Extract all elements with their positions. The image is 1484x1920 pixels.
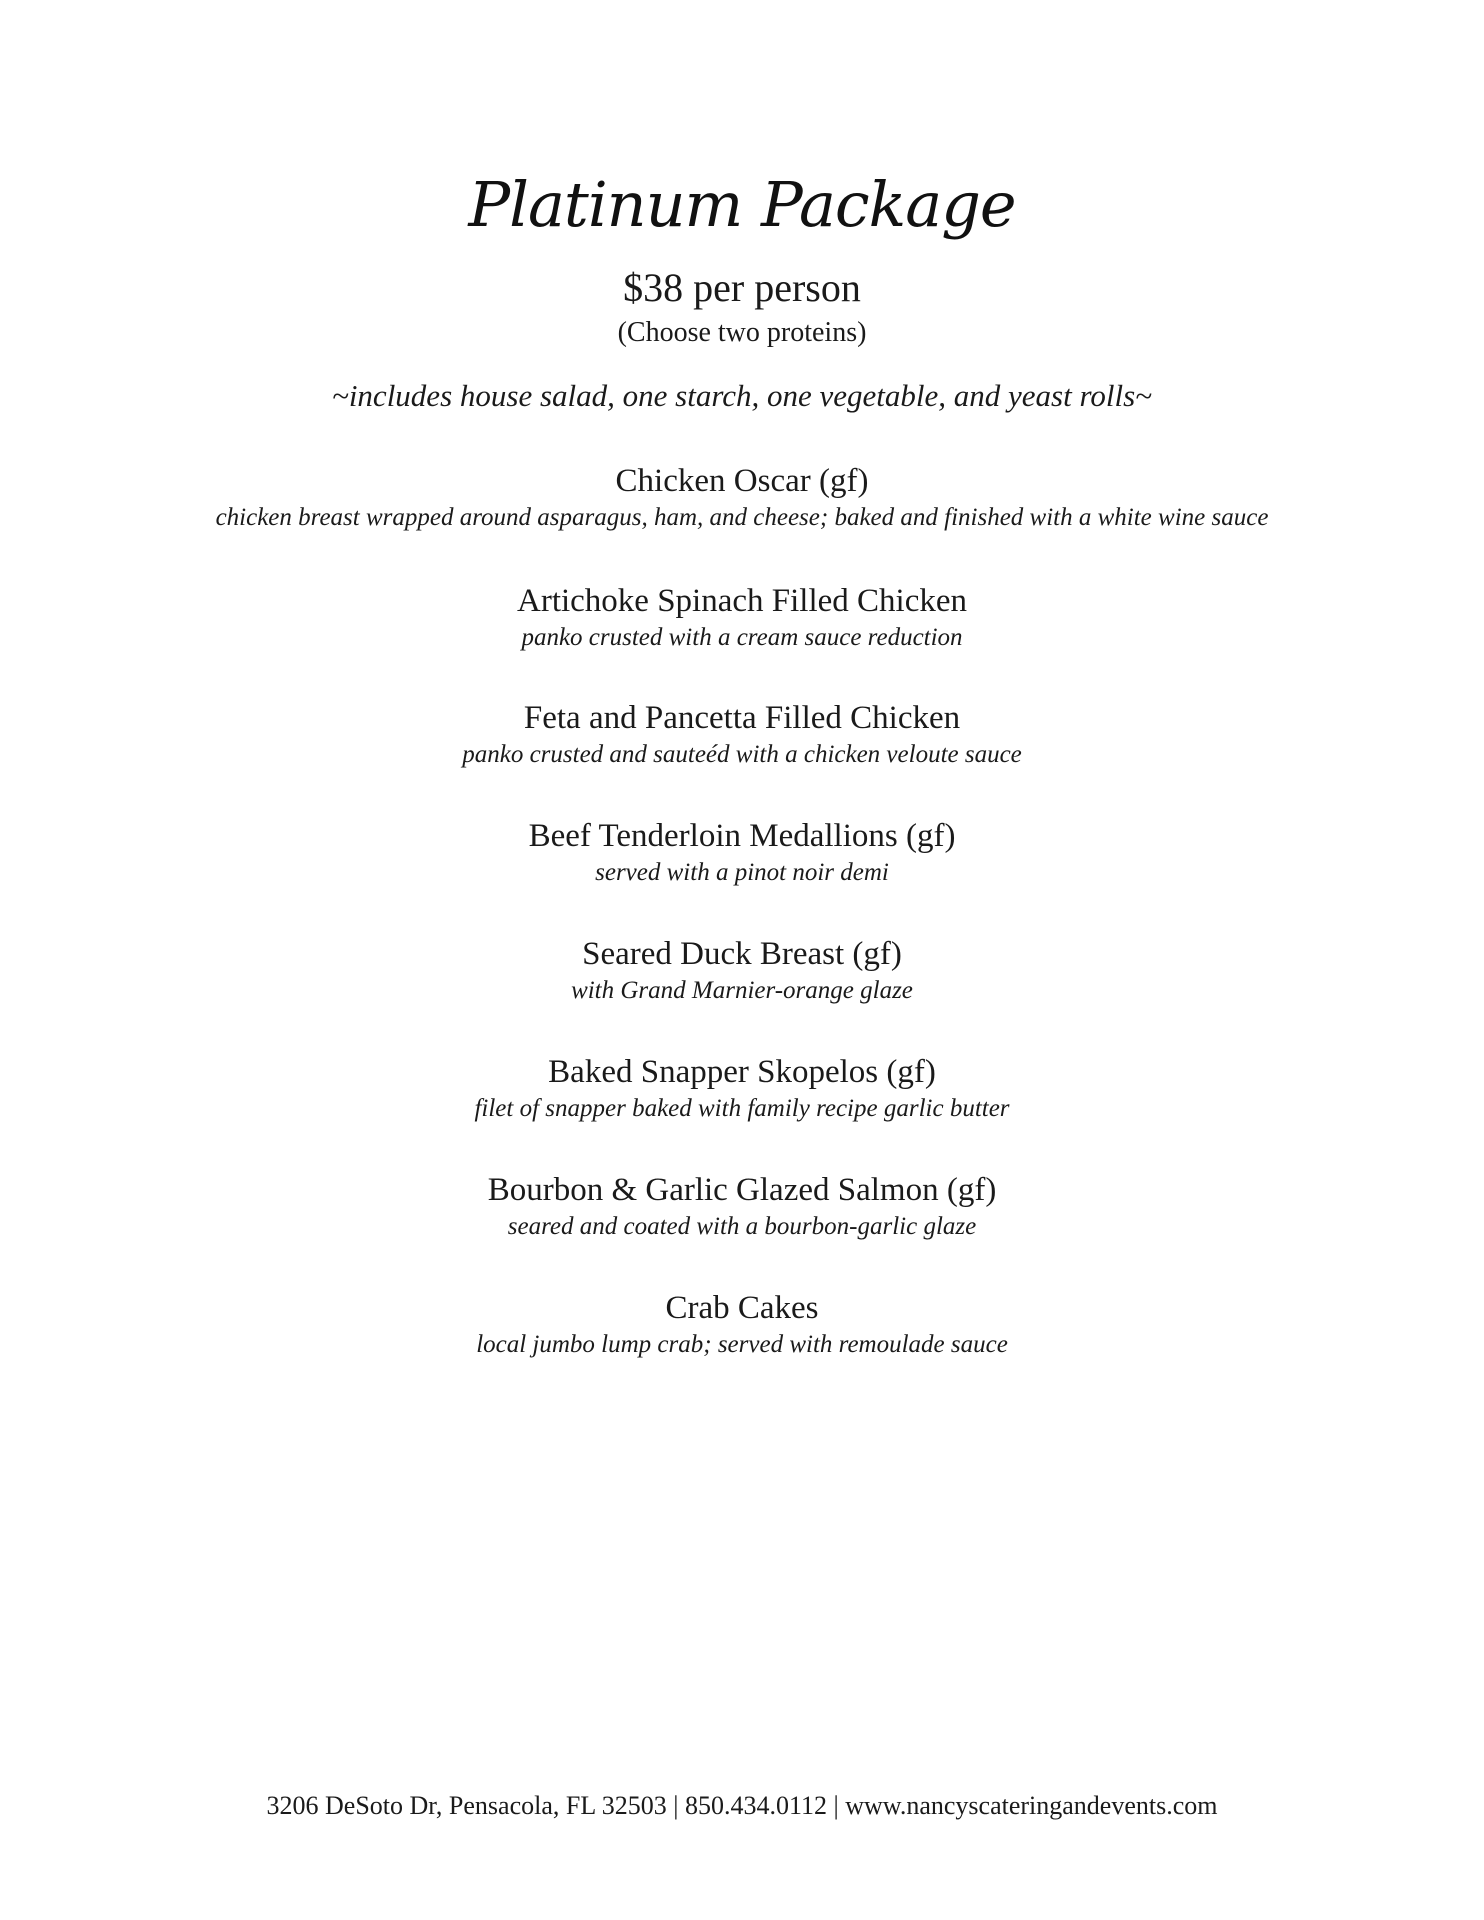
menu-item [180,1052,1304,1126]
package-includes: ~includes house salad, one starch, one vegetable, and yeast rolls~ [332,378,1152,413]
menu-item-description: served with a pinot noir demi [595,859,889,886]
menu-item-description: chicken breast wrapped around asparagus, ham, and cheese; baked and finished with a white wine sauce [215,504,1269,531]
menu-item [180,581,1304,655]
menu-item-description: seared and coated with a bourbon-garlic glaze [507,1213,977,1240]
menu-item-description: panko crusted with a cream sauce reduction [521,624,963,651]
menu-item-name: Artichoke Spinach Filled Chicken [517,583,967,619]
menu-item [180,698,1304,772]
menu-item-description: local jumbo lump crab; served with remoulade sauce [476,1331,1008,1358]
menu-item-description: with Grand Marnier-orange glaze [571,977,913,1004]
menu-item-name: Crab Cakes [665,1290,819,1326]
menu-list [180,461,1304,1362]
menu-item-name: Feta and Pancetta Filled Chicken [523,700,961,736]
menu-item-name: Seared Duck Breast (gf) [582,936,902,972]
menu-item-description: panko crusted and sauteéd with a chicken veloute sauce [462,741,1022,768]
package-instruction: (Choose two proteins) [617,317,867,348]
menu-item-name: Beef Tenderloin Medallions (gf) [528,818,956,854]
menu-item-name: Chicken Oscar (gf) [615,463,869,499]
menu-item [180,461,1304,535]
menu-item [180,1288,1304,1362]
package-price: $38 per person [623,265,861,310]
menu-item [180,934,1304,1008]
menu-item-name: Bourbon & Garlic Glazed Salmon (gf) [487,1172,997,1208]
menu-item [180,816,1304,890]
package-title: Platinum Package [468,168,1016,241]
footer-contact: 3206 DeSoto Dr, Pensacola, FL 32503 | 850.434.0112 | www.nancyscateringandevents.com [266,1791,1218,1820]
menu-item-name: Baked Snapper Skopelos (gf) [548,1054,936,1090]
menu-item [180,1170,1304,1244]
menu-item-description: filet of snapper baked with family recipe garlic butter [474,1095,1010,1122]
